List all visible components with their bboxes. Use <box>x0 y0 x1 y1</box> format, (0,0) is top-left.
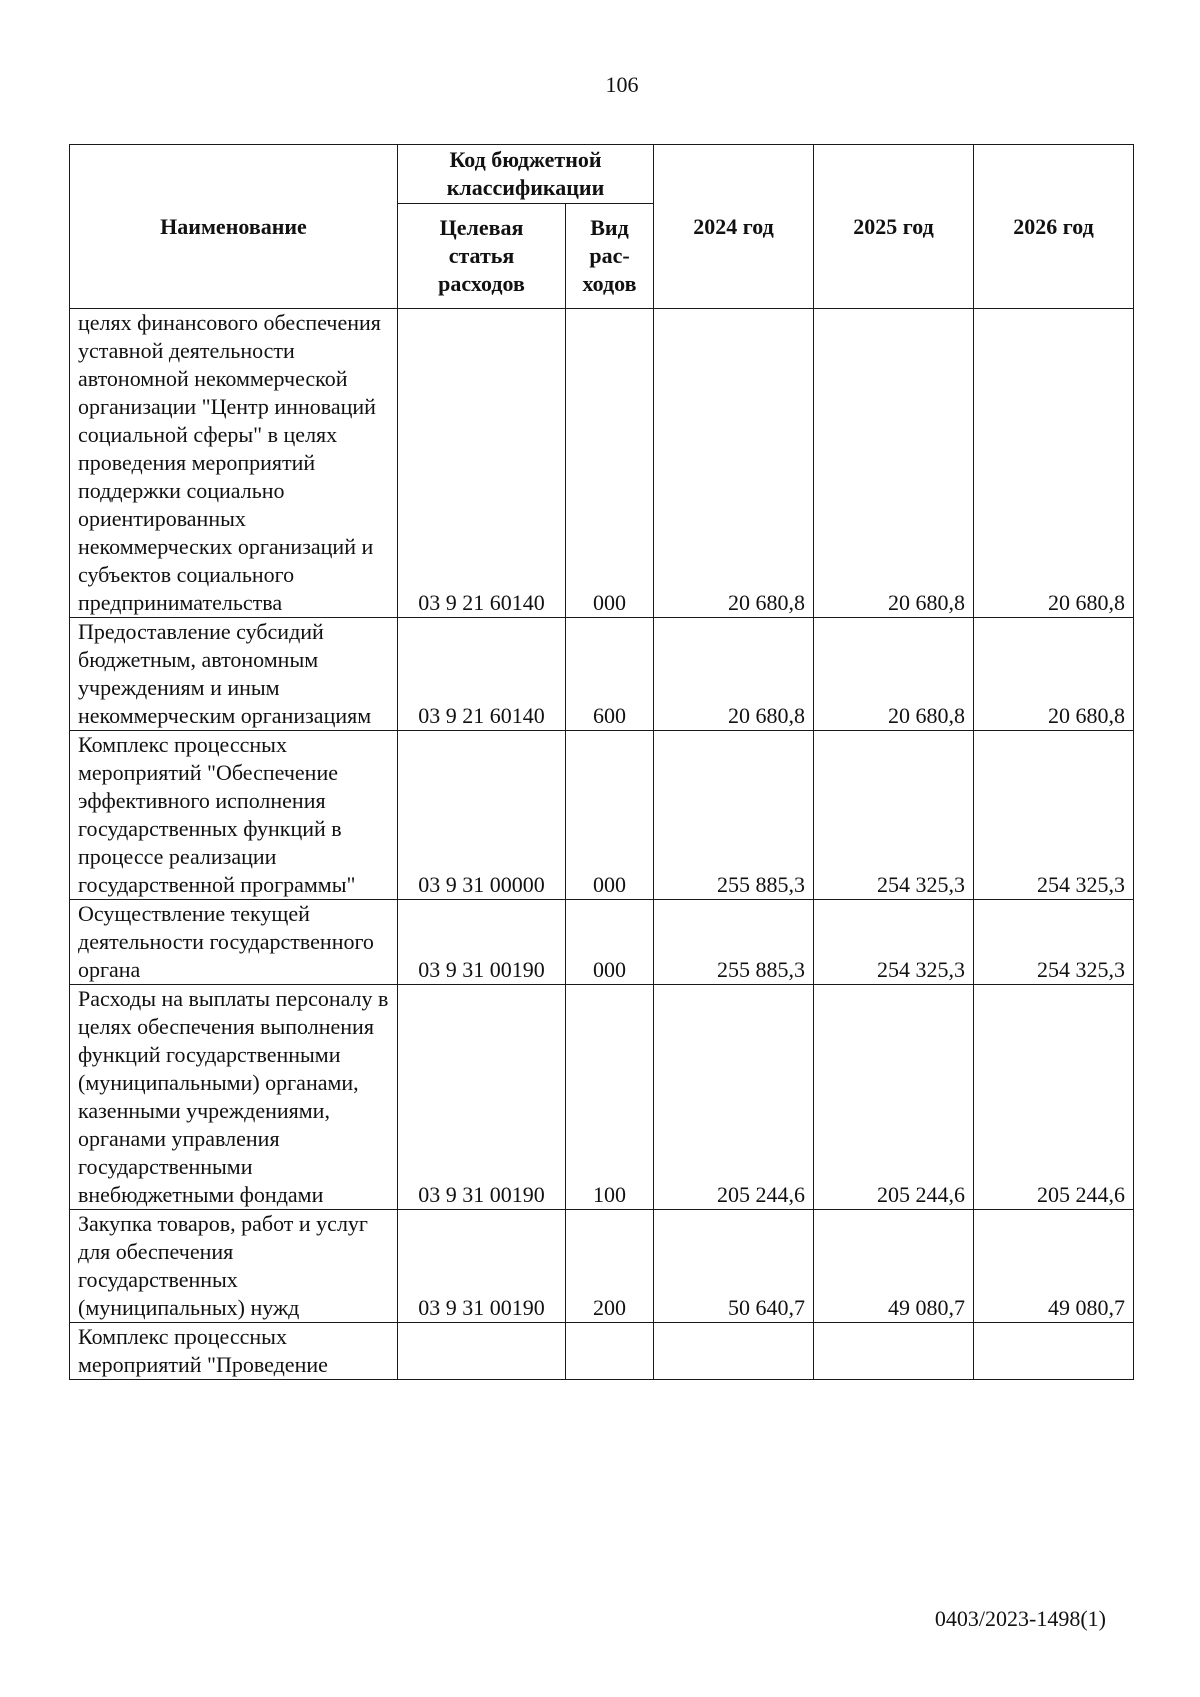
row-amount-2026: 49 080,7 <box>974 1210 1134 1323</box>
table-row <box>70 900 1134 985</box>
header-year-2025: 2025 год <box>814 145 974 309</box>
row-name: Расходы на выплаты персоналу в целях обеспечения выполнения функций государственными (муниципальными) органами, казенными учреждениями, органами управления государственными внебюджетными фондами <box>70 985 398 1210</box>
table-body <box>70 309 1134 1380</box>
row-amount-2025 <box>814 1323 974 1380</box>
row-target-article: 03 9 31 00190 <box>398 985 566 1210</box>
row-amount-2026: 254 325,3 <box>974 731 1134 900</box>
header-target-article: Целевая статья расходов <box>398 204 566 309</box>
row-amount-2025: 205 244,6 <box>814 985 974 1210</box>
row-name: Предоставление субсидий бюджетным, автономным учреждениям и иным некоммерческим организациям <box>70 618 398 731</box>
row-amount-2024: 50 640,7 <box>654 1210 814 1323</box>
header-year-2026: 2026 год <box>974 145 1134 309</box>
table-row <box>70 309 1134 618</box>
row-name: Комплекс процессных мероприятий "Проведение <box>70 1323 398 1380</box>
row-expense-type: 000 <box>566 900 654 985</box>
page-number: 106 <box>605 72 639 97</box>
row-amount-2026: 20 680,8 <box>974 618 1134 731</box>
table-row <box>70 1323 1134 1380</box>
row-target-article: 03 9 31 00190 <box>398 1210 566 1323</box>
row-expense-type: 200 <box>566 1210 654 1323</box>
table-row <box>70 618 1134 731</box>
row-amount-2026 <box>974 1323 1134 1380</box>
header-name: Наименование <box>70 145 398 309</box>
row-target-article: 03 9 21 60140 <box>398 309 566 618</box>
row-amount-2025: 49 080,7 <box>814 1210 974 1323</box>
row-amount-2025: 20 680,8 <box>814 618 974 731</box>
row-amount-2024 <box>654 1323 814 1380</box>
header-expense-type: Вид рас-ходов <box>566 204 654 309</box>
row-amount-2026: 254 325,3 <box>974 900 1134 985</box>
table-row <box>70 731 1134 900</box>
row-amount-2024: 205 244,6 <box>654 985 814 1210</box>
row-expense-type: 000 <box>566 309 654 618</box>
row-expense-type: 600 <box>566 618 654 731</box>
row-expense-type: 000 <box>566 731 654 900</box>
row-amount-2024: 20 680,8 <box>654 309 814 618</box>
table-row <box>70 1210 1134 1323</box>
table-header <box>70 145 1134 309</box>
row-expense-type: 100 <box>566 985 654 1210</box>
table-row <box>70 985 1134 1210</box>
row-amount-2026: 20 680,8 <box>974 309 1134 618</box>
budget-table <box>69 144 1134 1380</box>
row-name: Осуществление текущей деятельности государственного органа <box>70 900 398 985</box>
row-name: целях финансового обеспечения уставной деятельности автономной некоммерческой организации "Центр инноваций социальной сферы" в целях проведения мероприятий поддержки социально ориентированных некоммерческих организаций и субъектов социального предпринимательства <box>70 309 398 618</box>
row-expense-type <box>566 1323 654 1380</box>
document-code: 0403/2023-1498(1) <box>934 1606 1106 1631</box>
row-amount-2025: 254 325,3 <box>814 731 974 900</box>
row-amount-2025: 20 680,8 <box>814 309 974 618</box>
row-amount-2025: 254 325,3 <box>814 900 974 985</box>
row-amount-2024: 255 885,3 <box>654 900 814 985</box>
header-code-group: Код бюджетной классификации <box>398 145 654 204</box>
header-year-2024: 2024 год <box>654 145 814 309</box>
row-amount-2024: 255 885,3 <box>654 731 814 900</box>
row-target-article <box>398 1323 566 1380</box>
row-target-article: 03 9 21 60140 <box>398 618 566 731</box>
row-target-article: 03 9 31 00000 <box>398 731 566 900</box>
row-name: Закупка товаров, работ и услуг для обеспечения государственных (муниципальных) нужд <box>70 1210 398 1323</box>
row-amount-2026: 205 244,6 <box>974 985 1134 1210</box>
row-target-article: 03 9 31 00190 <box>398 900 566 985</box>
row-name: Комплекс процессных мероприятий "Обеспечение эффективного исполнения государственных функций в процессе реализации государственной программы" <box>70 731 398 900</box>
row-amount-2024: 20 680,8 <box>654 618 814 731</box>
